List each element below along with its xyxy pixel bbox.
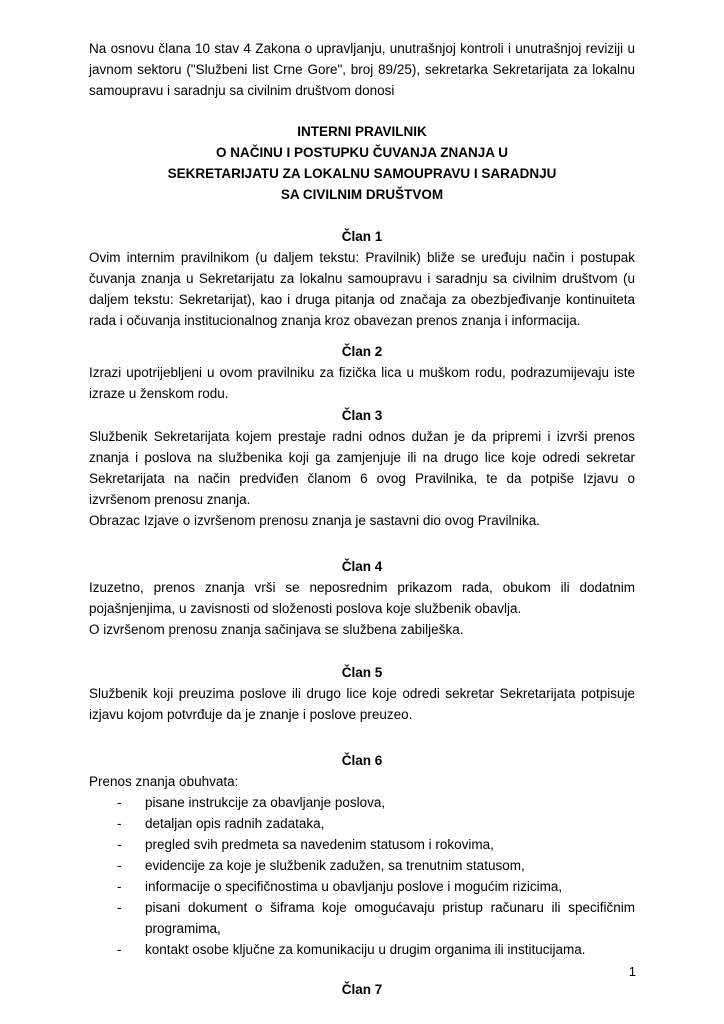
title-line-1: INTERNI PRAVILNIK	[297, 124, 427, 139]
article-7-heading: Član 7	[341, 982, 383, 997]
list-item-1: - pisane instrukcije za obavljanje poslova,	[145, 792, 635, 813]
title-line-3: SEKRETARIJATU ZA LOKALNU SAMOUPRAVU I SARADNJU	[167, 166, 557, 181]
article-4	[89, 556, 635, 640]
article-5-paragraph-1: Službenik koji preuzima poslove ili drugo lice koje odredi sekretar Sekretarijata potpisuje izjavu kojom potvrđuje da je znanje i poslove preuzeo.	[89, 686, 635, 722]
article-4-paragraph-1: Izuzetno, prenos znanja vrši se neposrednim prikazom rada, obukom ili dodatnim pojašnjenjima, u zavisnosti od složenosti poslova koje službenik obavlja.	[89, 580, 635, 616]
preamble-paragraph: Na osnovu člana 10 stav 4 Zakona o upravljanju, unutrašnjoj kontroli i unutrašnjoj reviziji u javnom sektoru ("Službeni list Crne Gore", broj 89/25), sekretarka Sekretarijata za lokalnu samoupravu i saradnju sa civilnim društvom donosi	[89, 41, 635, 98]
list-item-6: - pisani dokument o šiframa koje omogućavaju pristup računaru ili specifičnim programima,	[145, 897, 635, 939]
article-1-paragraph-1: Ovim internim pravilnikom (u daljem tekstu: Pravilnik) bliže se uređuju način i postupak čuvanja znanja u Sekretarijatu za lokalnu samoupravu i saradnju sa civilnim društvom (u daljem tekstu: Sekretarijat), kao i druga pitanja od značaja za obezbjeđivanje kontinuiteta rada i očuvanja institucionalnog znanja kroz obavezan prenos znanja i informacija.	[89, 250, 635, 328]
document-title	[89, 121, 635, 205]
article-7	[89, 979, 635, 1000]
article-3-heading: Član 3	[341, 408, 383, 423]
article-2-heading: Član 2	[341, 344, 383, 359]
page-number: 1	[628, 964, 636, 979]
article-4-paragraph-2: O izvršenom prenosu znanja sačinjava se službena zabilješka.	[89, 622, 464, 637]
list-item-4: - evidencije za koje je službenik zadužen, sa trenutnim statusom,	[145, 855, 635, 876]
article-4-heading: Član 4	[341, 559, 383, 574]
article-6-list	[89, 792, 635, 960]
article-6-heading: Član 6	[341, 753, 383, 768]
title-line-4: SA CIVILNIM DRUŠTVOM	[280, 187, 444, 202]
article-2-paragraph-1: Izrazi upotrijebljeni u ovom pravilniku za fizička lica u muškom rodu, podrazumijevaju iste izraze u ženskom rodu.	[89, 365, 635, 401]
article-6-intro: Prenos znanja obuhvata:	[89, 774, 239, 789]
list-item-5: - informacije o specifičnostima u obavljanju poslove i mogućim rizicima,	[145, 876, 635, 897]
article-1-heading: Član 1	[341, 229, 383, 244]
title-line-2: O NAČINU I POSTUPKU ČUVANJA ZNANJA U	[215, 145, 509, 160]
article-6	[89, 750, 635, 960]
article-2	[89, 341, 635, 404]
article-5-heading: Član 5	[341, 665, 383, 680]
article-3-paragraph-2: Obrazac Izjave o izvršenom prenosu znanja je sastavni dio ovog Pravilnika.	[89, 513, 540, 528]
article-3-paragraph-1: Službenik Sekretarijata kojem prestaje radni odnos dužan je da pripremi i izvrši prenos znanja i poslova na službenika koji ga zamjenjuje ili na drugo lice koje odredi sekretar Sekretarijata na način predviđen članom 6 ovog Pravilnika, te da potpiše Izjavu o izvršenom prenosu znanja.	[89, 429, 635, 507]
article-3	[89, 405, 635, 531]
article-5	[89, 662, 635, 725]
article-1	[89, 226, 635, 331]
list-item-2: - detaljan opis radnih zadataka,	[145, 813, 635, 834]
list-item-3: - pregled svih predmeta sa navedenim statusom i rokovima,	[145, 834, 635, 855]
list-item-7: - kontakt osobe ključne za komunikaciju u drugim organima ili institucijama.	[145, 939, 635, 960]
